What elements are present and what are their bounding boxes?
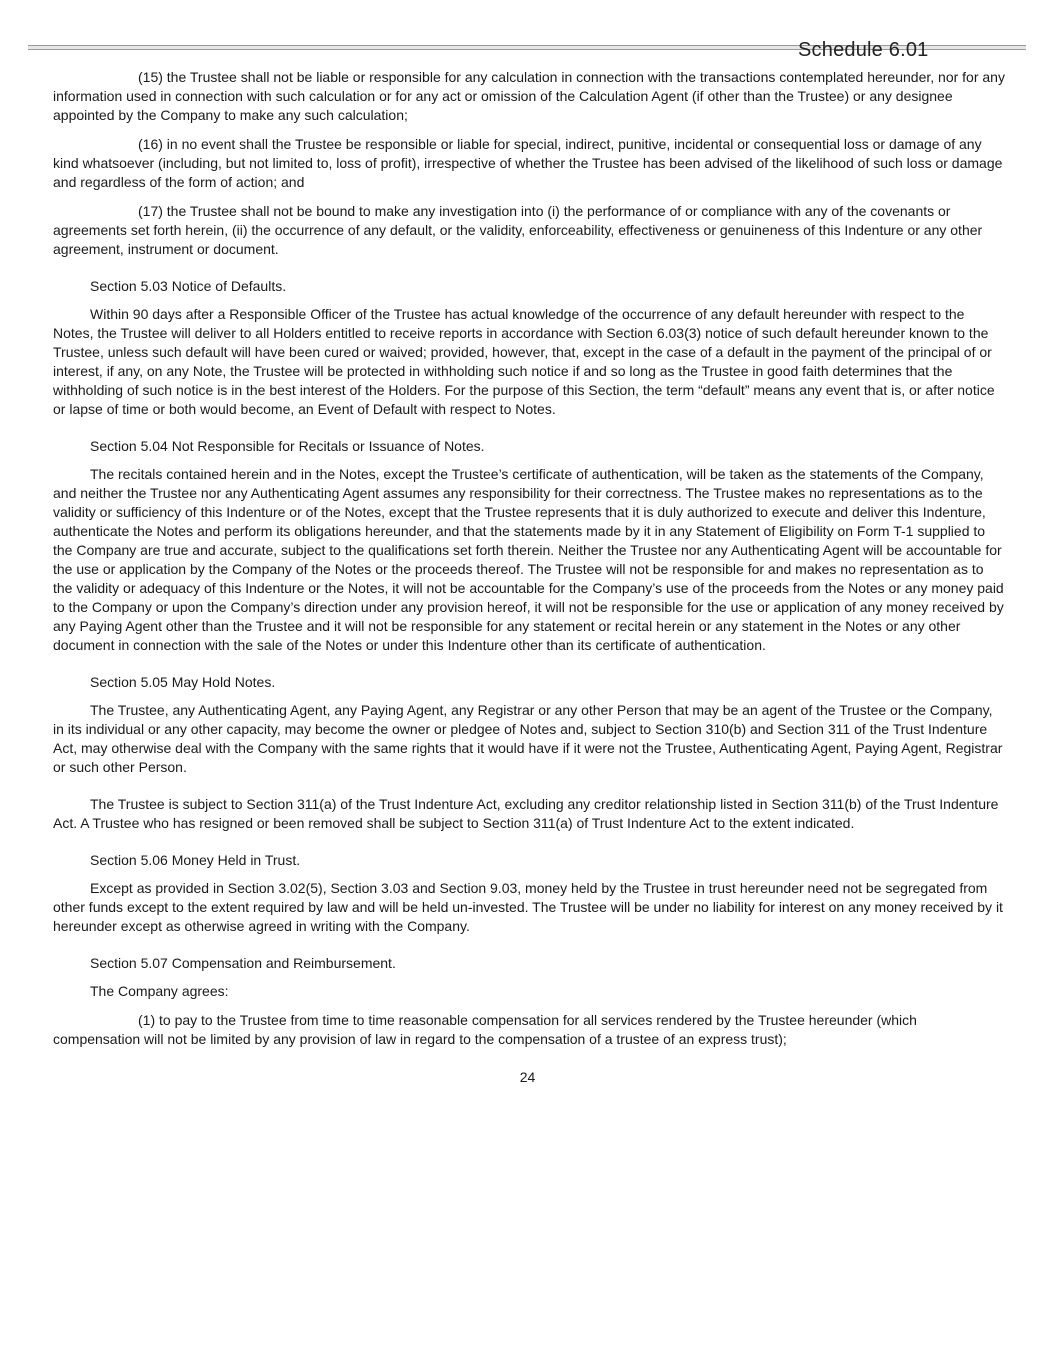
clause-16: (16) in no event shall the Trustee be responsible or liable for special, indirect, punitive, incidental or consequential loss or damage of any kind whatsoever (including, but not limited to, loss of profit), irrespective of whether the Trustee has been advised of the likelihood of such loss or damage and regardless of the form of action; and [53, 136, 1003, 190]
clause-15: (15) the Trustee shall not be liable or responsible for any calculation in connection with the transactions contemplated hereunder, nor for any information used in connection with such calculation or for any act or omission of the Calculation Agent (if other than the Trustee) or any designee appointed by the Company to make any such calculation; [53, 69, 1005, 123]
section-5-06-heading: Section 5.06 Money Held in Trust. [90, 852, 301, 868]
document-body [53, 68, 1005, 1059]
section-5-04-body: The recitals contained herein and in the Notes, except the Trustee’s certificate of authentication, will be taken as the statements of the Company, and neither the Trustee nor any Authenticating Agent assumes any responsibility for their correctness. The Trustee makes no representations as to the validity or sufficiency of this Indenture or of the Notes, except that the Trustee represents that it is duly authorized to execute and deliver this Indenture, authenticate the Notes and perform its obligations hereunder, and that the statements made by it in any Statement of Eligibility on Form T-1 supplied to the Company are true and accurate, subject to the qualifications set forth therein. Neither the Trustee nor any Authenticating Agent will be accountable for the use or application by the Company of the Notes or the proceeds thereof. The Trustee will not be responsible for and makes no representation as to the validity or adequacy of this Indenture or the Notes, it will not be accountable for the Company’s use of the proceeds from the Notes or any money paid to the Company or upon the Company’s direction under any provision hereof, it will not be responsible for the use or application of any money received by any Paying Agent other than the Trustee and it will not be responsible for any statement or recital herein or any statement in the Notes or any other document in connection with the sale of the Notes or under this Indenture other than its certificate of authentication. [53, 466, 1004, 653]
clause-17: (17) the Trustee shall not be bound to make any investigation into (i) the performance of or compliance with any of the covenants or agreements set forth herein, (ii) the occurrence of any default, or the validity, enforceability, effectiveness or genuineness of this Indenture or any other agreement, instrument or document. [53, 203, 983, 257]
section-5-07-item-1: (1) to pay to the Trustee from time to time reasonable compensation for all services rendered by the Trustee hereunder (which compensation will not be limited by any provision of law in regard to the compensation of a trustee of an express trust); [53, 1012, 917, 1047]
section-5-03-heading: Section 5.03 Notice of Defaults. [90, 278, 287, 294]
section-5-03-body: Within 90 days after a Responsible Officer of the Trustee has actual knowledge of the occurrence of any default hereunder with respect to the Notes, the Trustee will deliver to all Holders entitled to receive reports in accordance with Section 6.03(3) notice of such default hereunder known to the Trustee, unless such default will have been cured or waived; provided, however, that, except in the case of a default in the payment of the principal of or interest, if any, on any Note, the Trustee will be protected in withholding such notice if and so long as the Trustee in good faith determines that the withholding of such notice is in the best interest of the Holders. For the purpose of this Section, the term “default” means any event that is, or after notice or lapse of time or both would become, an Event of Default with respect to Notes. [53, 306, 995, 417]
page-number: 24 [519, 1069, 536, 1085]
section-5-07-heading: Section 5.07 Compensation and Reimbursement. [90, 955, 396, 971]
section-5-04-heading: Section 5.04 Not Responsible for Recitals or Issuance of Notes. [90, 438, 485, 454]
schedule-label: Schedule 6.01 [798, 39, 929, 61]
section-5-05-body-2: The Trustee is subject to Section 311(a) of the Trust Indenture Act, excluding any creditor relationship listed in Section 311(b) of the Trust Indenture Act. A Trustee who has resigned or been removed shall be subject to Section 311(a) of Trust Indenture Act to the extent indicated. [53, 796, 999, 831]
section-5-06-body: Except as provided in Section 3.02(5), Section 3.03 and Section 9.03, money held by the Trustee in trust hereunder need not be segregated from other funds except to the extent required by law and will be held un-invested. The Trustee will be under no liability for interest on any money received by it hereunder except as otherwise agreed in writing with the Company. [53, 880, 1003, 934]
section-5-05-heading: Section 5.05 May Hold Notes. [90, 674, 276, 690]
section-5-07-intro: The Company agrees: [90, 983, 229, 999]
section-5-05-body-1: The Trustee, any Authenticating Agent, any Paying Agent, any Registrar or any other Person that may be an agent of the Trustee or the Company, in its individual or any other capacity, may become the owner or pledgee of Notes and, subject to Section 310(b) and Section 311 of the Trust Indenture Act, may otherwise deal with the Company with the same rights that it would have if it were not the Trustee, Authenticating Agent, Paying Agent, Registrar or such other Person. [53, 702, 1003, 775]
